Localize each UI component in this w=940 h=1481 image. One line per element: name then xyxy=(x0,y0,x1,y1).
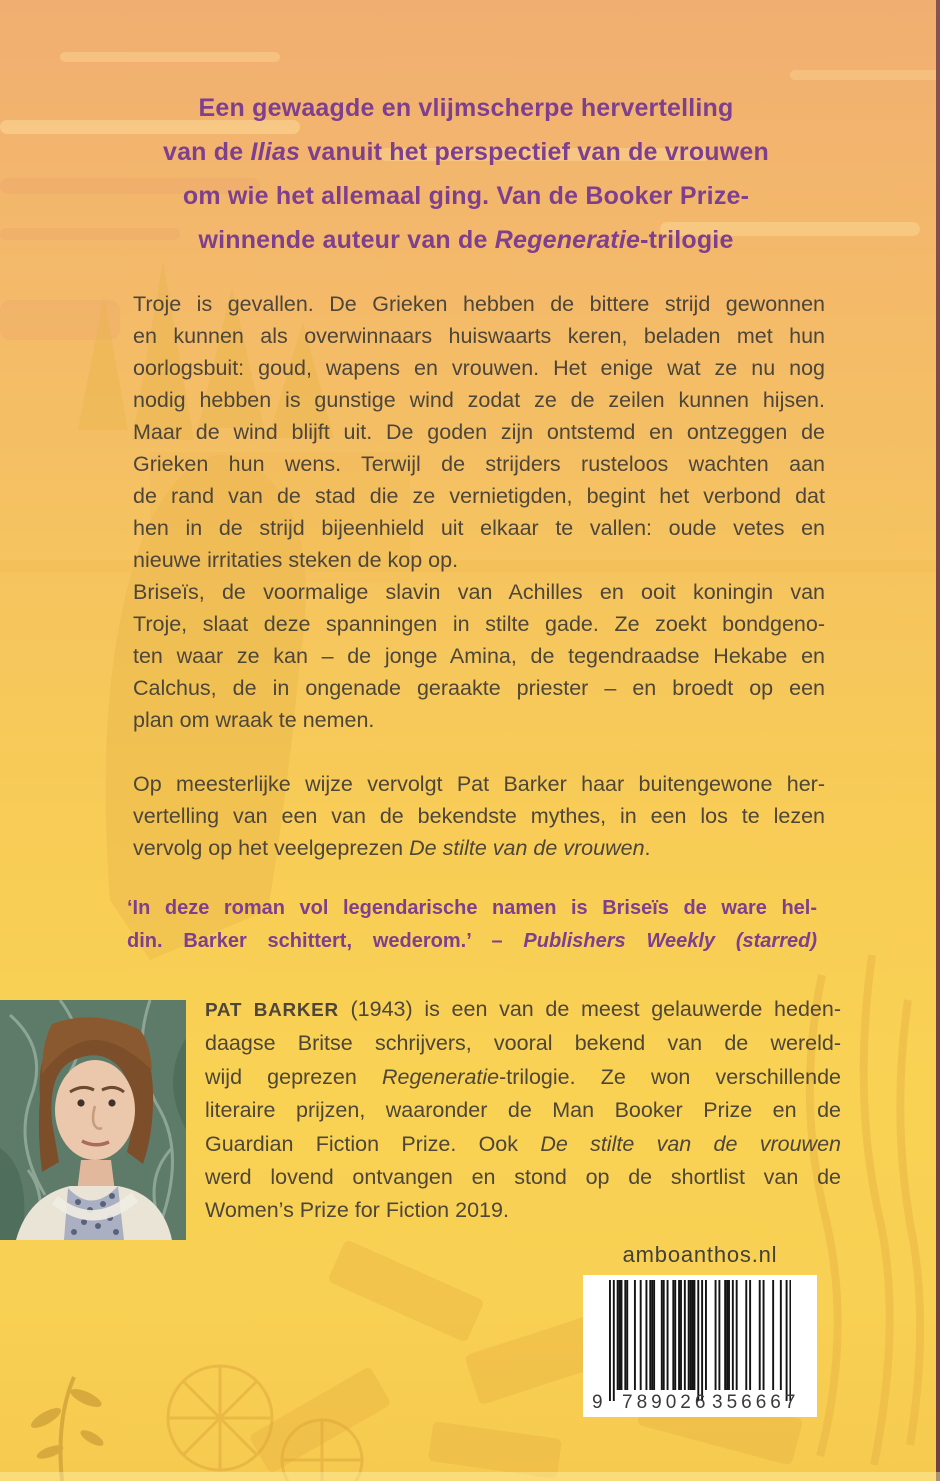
text-line: oorlogsbuit: goud, wapens en vrouwen. Het enige wat ze nu nog xyxy=(133,356,825,380)
text-line: de rand van de stad die ze vernietigden, begint het verbond dat xyxy=(133,484,825,508)
text-line: nieuwe irritaties steken de kop op. xyxy=(133,548,459,572)
text-line: Grieken hun wens. Terwijl de strijders rusteloos wachten aan xyxy=(133,452,825,476)
paragraph xyxy=(133,288,825,576)
text-line: en kunnen als overwinnaars huiswaarts keren, beladen met hun xyxy=(133,324,825,348)
text-line: ‘In deze roman vol legendarische namen is Briseïs de ware hel- xyxy=(127,897,817,919)
text-line: wijd geprezen Regeneratie-trilogie. Ze won verschillende xyxy=(205,1064,841,1089)
publisher-website: amboanthos.nl xyxy=(622,1242,778,1267)
text-line: vervolg op het veelgeprezen De stilte van de vrouwen. xyxy=(133,836,651,860)
text-line: din. Barker schittert, wederom.’ – Publishers Weekly (starred) xyxy=(127,929,817,952)
headline-blurb xyxy=(70,86,862,262)
text-line: werd lovend ontvangen en stond op de shortlist van de xyxy=(205,1165,841,1190)
text-line: hen in de strijd bijeenhield uit elkaar te vallen: oude vetes en xyxy=(133,516,825,540)
text-line: ten waar ze kan – de jonge Amina, de tegendraadse Hekabe en xyxy=(133,644,825,668)
text-line: Maar de wind blijft uit. De goden zijn ontstemd en ontzeggen de xyxy=(133,420,825,444)
text-line: literaire prijzen, waaronder de Man Booker Prize en de xyxy=(205,1098,841,1123)
text-line: Troje, slaat deze spanningen in stilte gade. Ze zoekt bondgeno- xyxy=(133,612,825,636)
cover-right-edge xyxy=(936,0,940,1481)
text-line: Op meesterlijke wijze vervolgt Pat Barker haar buitengewone her- xyxy=(133,772,825,796)
isbn-check-digit: 9 xyxy=(592,1392,603,1413)
barcode-panel xyxy=(583,1275,817,1417)
isbn-group-left: 789026 xyxy=(622,1392,710,1413)
text-line: Calchus, de in ongenade geraakte priester – en broedt op een xyxy=(133,676,825,700)
isbn-group-right: 356667 xyxy=(712,1392,800,1413)
text-line: Een gewaagde en vlijmscherpe hervertelling xyxy=(198,94,734,122)
text-line: plan om wraak te nemen. xyxy=(133,708,375,732)
text-line: winnende auteur van de Regeneratie-trilogie xyxy=(198,226,734,254)
barcode-bars xyxy=(609,1280,791,1401)
review-quote xyxy=(127,892,817,957)
author-bio xyxy=(205,993,841,1228)
paragraph xyxy=(133,576,825,736)
isbn-number xyxy=(583,1392,817,1414)
text-line: Briseïs, de voormalige slavin van Achilles en ooit koningin van xyxy=(133,580,825,604)
text-line: van de Ilias vanuit het perspectief van de vrouwen xyxy=(162,138,770,166)
text-line: nodig hebben is gunstige wind zodat ze de zeilen kunnen hijsen. xyxy=(133,388,825,412)
text-line: om wie het allemaal ging. Van de Booker Prize- xyxy=(182,182,750,210)
cover-bottom-edge xyxy=(0,1472,940,1481)
text-line: Troje is gevallen. De Grieken hebben de bittere strijd gewonnen xyxy=(133,292,825,316)
text-line: PAT BARKER (1943) is een van de meest gelauwerde heden- xyxy=(205,997,841,1021)
text-line: Women’s Prize for Fiction 2019. xyxy=(205,1198,509,1223)
author-photo xyxy=(0,1000,186,1240)
paragraph xyxy=(133,768,825,864)
text-line: Guardian Fiction Prize. Ook De stilte van de vrouwen xyxy=(205,1131,841,1156)
text-line: daagse Britse schrijvers, vooral bekend van de wereld- xyxy=(205,1031,841,1056)
synopsis-text xyxy=(133,288,825,864)
author-portrait-image xyxy=(0,1000,186,1240)
text-line: vertelling van een van de bekendste mythes, in een los te lezen xyxy=(133,804,825,828)
